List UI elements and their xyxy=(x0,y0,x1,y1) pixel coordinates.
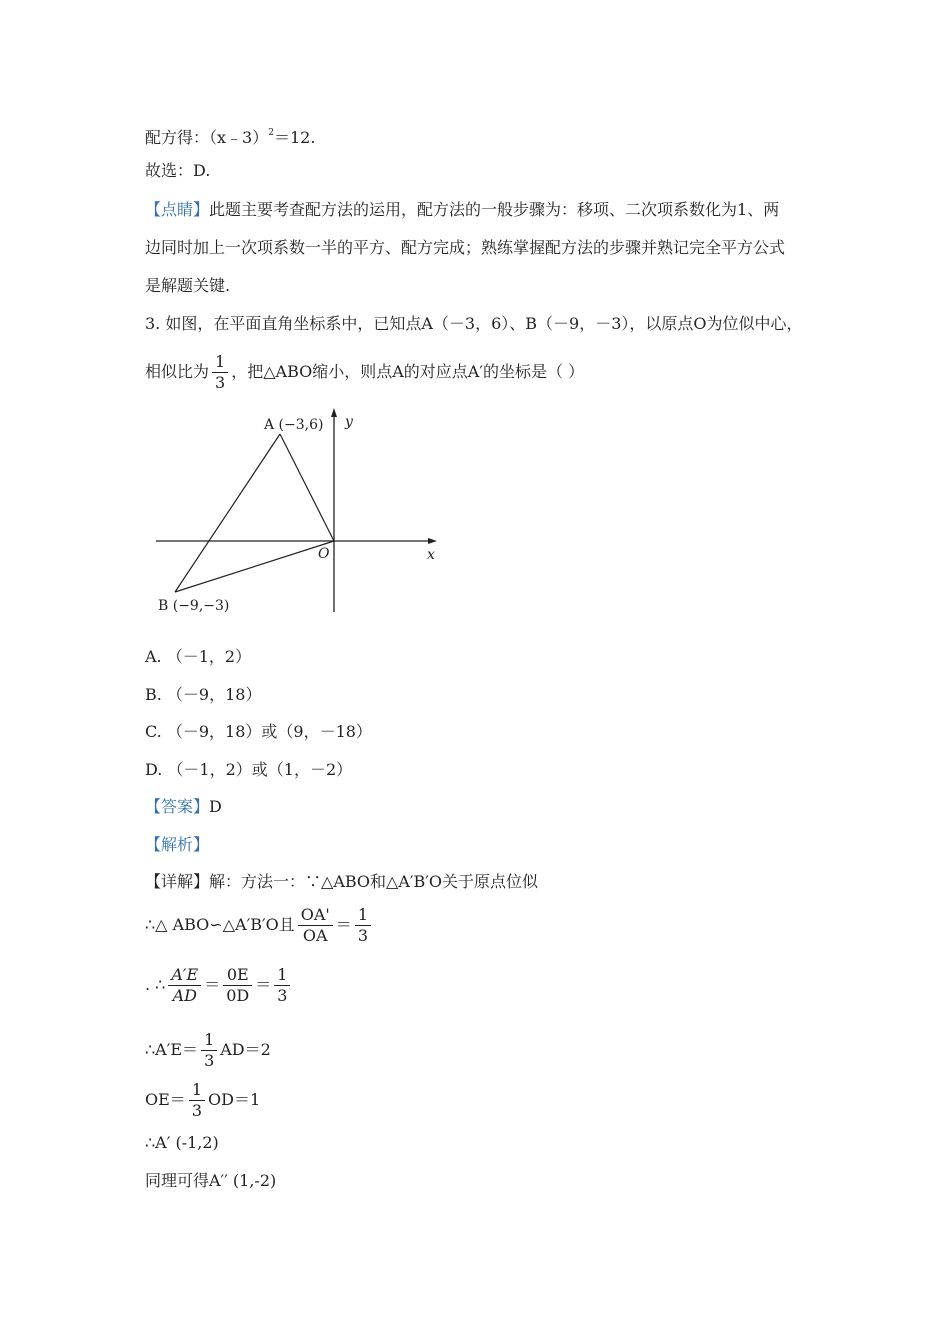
label-A: A (−3,6) xyxy=(264,417,324,433)
remark-tag: 【点睛】 xyxy=(145,200,210,219)
x-axis-arrow xyxy=(428,538,437,544)
option-b: B. （－9，18） xyxy=(145,685,262,704)
label-B: B (−9,−3) xyxy=(158,598,230,614)
equation-line: 配方得：（x﹣3）$^2$＝12. xyxy=(145,128,316,147)
analysis-tag: 【解析】 xyxy=(145,835,210,854)
remark-line-2: 边同时加上一次项系数一半的平方、配方完成；熟练掌握配方法的步骤并熟记完全平方公式 xyxy=(145,238,786,257)
choice-line: 故选：D. xyxy=(145,161,211,180)
answer-line: 【答案】D xyxy=(145,797,222,816)
y-axis-arrow xyxy=(331,408,337,417)
segment-AO xyxy=(280,434,334,541)
answer-tag: 【答案】 xyxy=(145,797,210,816)
label-y: y xyxy=(345,414,353,430)
question-line-1: 3. 如图，在平面直角坐标系中，已知点A（－3，6）、B（－9，－3），以原点O为位似中心， xyxy=(145,314,803,333)
fraction-one-third: $\frac{1}{3}$ xyxy=(189,1080,205,1121)
label-x: x xyxy=(427,547,435,563)
fraction-oe-od: $\frac{0E}{0D}$ xyxy=(223,965,252,1006)
step-a-double-prime: 同理可得A′′ (1,-2) xyxy=(145,1171,277,1190)
remark-line-3: 是解题关键. xyxy=(145,276,231,295)
label-O: O xyxy=(318,546,330,562)
coordinate-figure xyxy=(150,405,450,620)
segment-AB xyxy=(175,434,280,592)
fraction-one-third: $\frac{1}{3}$ xyxy=(355,905,371,946)
step-ae: ∴A′E＝ $\frac{1}{3}$ AD＝2 xyxy=(145,1030,271,1070)
fraction-one-third: $\frac{1}{3}$ xyxy=(201,1030,217,1071)
fraction-oa: $\frac{OA'}{OA}$ xyxy=(298,905,333,946)
step-ratio: . ∴ $\frac{A'E}{AD}$ ＝ $\frac{0E}{0D}$ ＝ $\frac{1}{3}$ xyxy=(145,965,293,1006)
option-d: D. （－1，2）或（1，－2） xyxy=(145,760,353,779)
detail-line: 【详解】解：方法一：∵△ABO和△A′B′O关于原点位似 xyxy=(145,872,539,891)
fraction-ae-ad: $\frac{A'E}{AD}$ xyxy=(168,965,201,1006)
step-similar: ∴△ ABO∽△A′B′O且 $\frac{OA'}{OA}$ ＝ $\frac{1}{3}$ xyxy=(145,905,374,946)
fraction-one-third: $\frac{1}{3}$ xyxy=(274,965,290,1006)
step-a-prime: ∴A′ (-1,2) xyxy=(145,1133,219,1152)
question-line-2: 相似比为 $\frac{1}{3}$ ，把△ABO缩小，则点A的对应点A′的坐标是（ ） xyxy=(145,352,585,392)
step-oe: OE＝ $\frac{1}{3}$ OD＝1 xyxy=(145,1080,261,1120)
remark-line-1: 【点睛】此题主要考查配方法的运用，配方法的一般步骤为：移项、二次项系数化为1、两 xyxy=(145,200,780,219)
segment-BO xyxy=(175,541,334,592)
option-c: C. （－9，18）或（9，－18） xyxy=(145,722,372,741)
fraction-one-third: $\frac{1}{3}$ xyxy=(212,352,228,393)
option-a: A. （－1，2） xyxy=(145,647,252,666)
